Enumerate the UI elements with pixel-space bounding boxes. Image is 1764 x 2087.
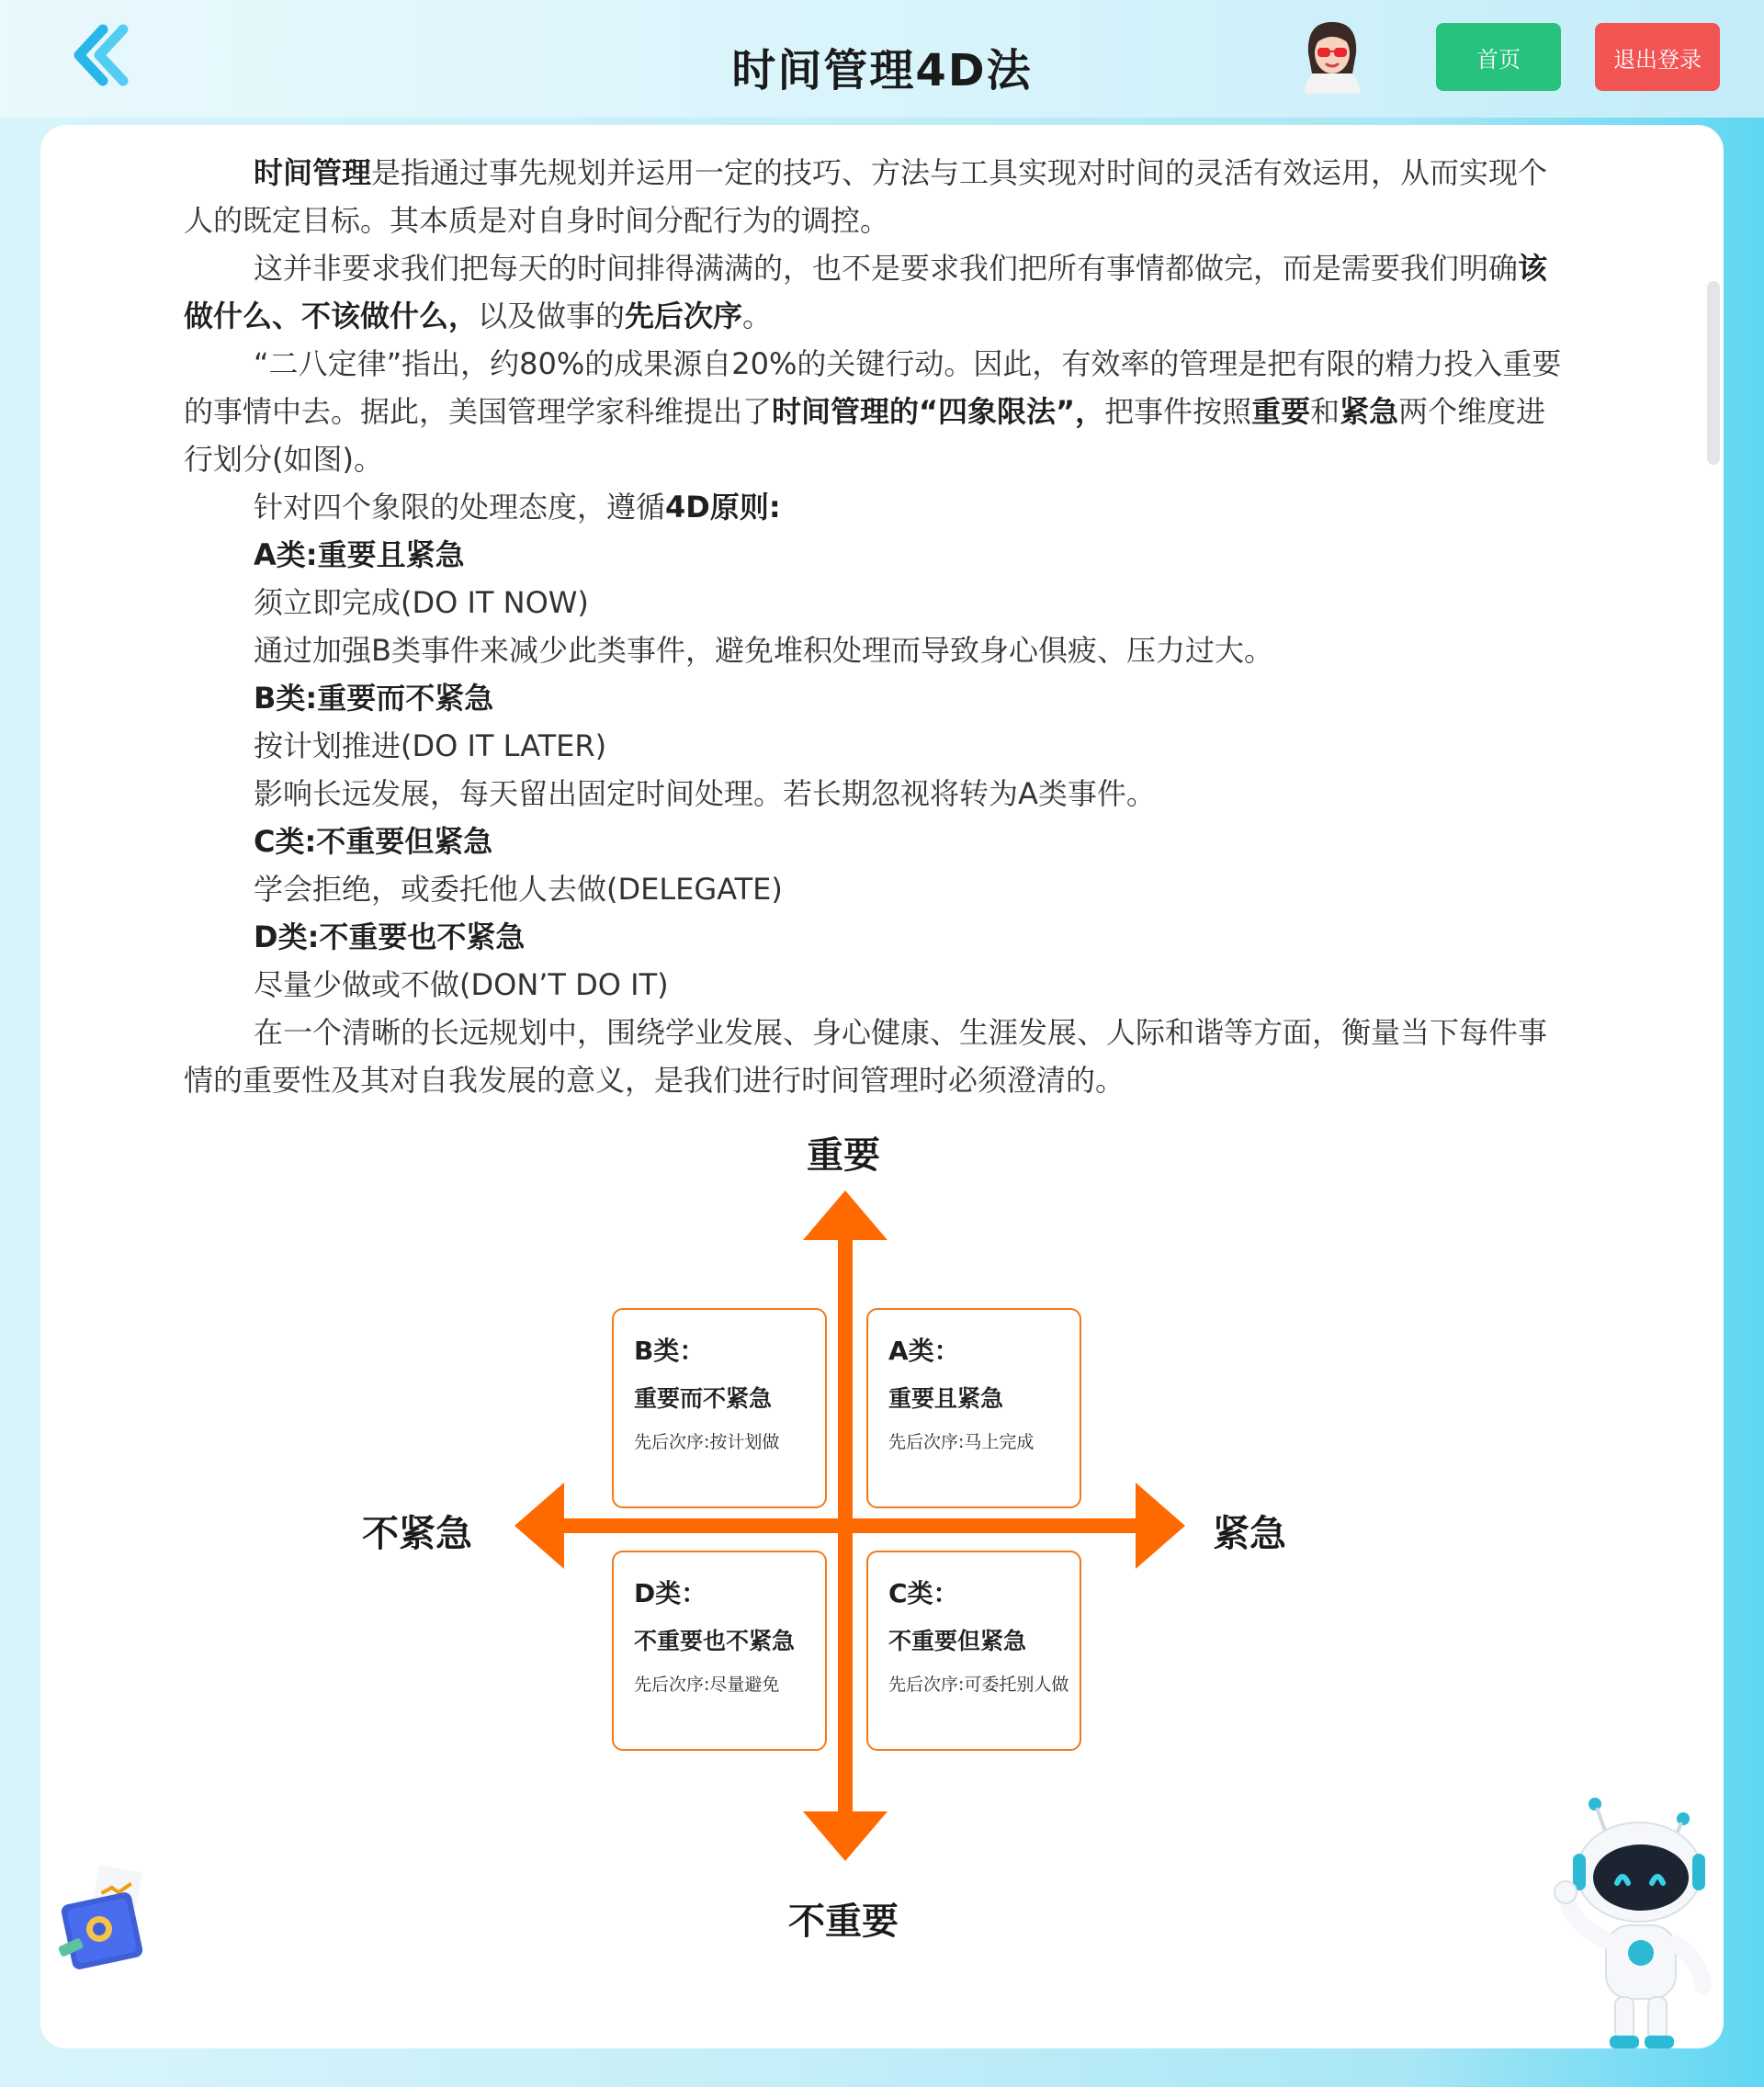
paragraph-intro	[184, 149, 1571, 244]
paragraph-conclusion: 在一个清晰的长远规划中，围绕学业发展、身心健康、生涯发展、人际和谐等方面，衡量当下每件事情的重要性及其对自我发展的意义，是我们进行时间管理时必须澄清的。	[184, 1015, 1548, 1098]
passport-book-illustration-icon	[59, 1863, 158, 1971]
axis-label-not-urgent: 不紧急	[362, 1513, 472, 1555]
paragraph-pareto	[184, 340, 1571, 483]
purpose-bold-what: 该做什么、不该做什么，	[184, 251, 1548, 333]
category-b-title	[184, 674, 1571, 722]
pareto-bold-urgent: 紧急	[1340, 394, 1399, 429]
purpose-bold-order: 先后次序	[625, 299, 743, 333]
category-c-line1: 学会拒绝，或委托他人去做(DELEGATE)	[254, 872, 783, 907]
pareto-text-3: 和	[1310, 394, 1340, 429]
quadrant-a-subtitle: 重要且紧急	[888, 1385, 1004, 1412]
category-a-line1: 须立即完成(DO IT NOW)	[254, 585, 589, 620]
intro-text: 是指通过事先规划并运用一定的技巧、方法与工具实现对时间的灵活有效运用，从而实现个人的既定目标。其本质是对自身时间分配行为的调控。	[184, 155, 1548, 238]
quadrant-d-order: 先后次序:尽量避免	[634, 1675, 780, 1695]
pareto-bold-important: 重要	[1251, 394, 1311, 429]
quadrant-b-order: 先后次序:按计划做	[634, 1432, 780, 1452]
scrollbar-thumb[interactable]	[1707, 281, 1720, 465]
home-button[interactable]: 首页	[1436, 23, 1561, 91]
pareto-bold-quadrant: 时间管理的“四象限法”，	[772, 394, 1105, 429]
logout-button[interactable]: 退出登录	[1595, 23, 1720, 91]
purpose-text: 这并非要求我们把每天的时间排得满满的，也不是要求我们把所有事情都做完，而是需要我们明确	[254, 251, 1519, 286]
term-time-management: 时间管理	[254, 155, 372, 190]
axis-label-important: 重要	[807, 1134, 880, 1177]
quadrant-c-order: 先后次序:可委托别人做	[888, 1675, 1069, 1695]
quadrant-b-title: B类：	[634, 1336, 706, 1366]
axis-label-urgent: 紧急	[1213, 1513, 1286, 1555]
principle-bold: 4D原则:	[665, 490, 781, 525]
user-avatar[interactable]	[1297, 17, 1367, 94]
quadrant-a-title: A类：	[888, 1336, 960, 1366]
category-a-title	[184, 531, 1571, 579]
principle-text: 针对四个象限的处理态度，遵循	[254, 490, 666, 525]
page-title: 时间管理4D法	[731, 45, 1033, 96]
category-b-line1: 按计划推进(DO IT LATER)	[254, 728, 607, 763]
article-body	[184, 149, 1571, 1104]
paragraph-purpose	[184, 244, 1571, 340]
purpose-end: 。	[742, 299, 773, 333]
category-c-title	[184, 818, 1571, 865]
category-a-title-text: A类:重要且紧急	[254, 537, 465, 572]
category-b-line2: 影响长远发展，每天留出固定时间处理。若长期忽视将转为A类事件。	[254, 776, 1156, 811]
pareto-text-2: 把事件按照	[1104, 394, 1252, 429]
category-d-line1: 尽量少做或不做(DON’T DO IT)	[254, 967, 669, 1002]
pareto-text: “二八定律”指出，约80%的成果源自20%的关键行动。因此，有效率的管理是把有限的精力投入重要的事情中去。据此，美国管理学家科维提出了	[184, 346, 1562, 429]
quadrant-a-order: 先后次序:马上完成	[888, 1432, 1035, 1452]
paragraph-4d-principle	[184, 483, 1571, 531]
category-d-title	[184, 913, 1571, 961]
category-d-title-text: D类:不重要也不紧急	[254, 919, 526, 954]
pareto-text-4: 两个维度进行划分(如图)。	[184, 394, 1546, 477]
axis-label-not-important: 不重要	[788, 1901, 899, 1943]
robot-mascot-illustration-icon	[1545, 1797, 1716, 2050]
category-c-title-text: C类:不重要但紧急	[254, 824, 493, 859]
quadrant-d-title: D类：	[634, 1578, 707, 1608]
purpose-text-2: 以及做事的	[478, 299, 626, 333]
category-a-line2: 通过加强B类事件来减少此类事件，避免堆积处理而导致身心俱疲、压力过大。	[254, 633, 1273, 668]
quadrant-b-subtitle: 重要而不紧急	[634, 1385, 773, 1412]
category-b-title-text: B类:重要而不紧急	[254, 681, 494, 716]
quadrant-c-title: C类：	[888, 1578, 959, 1608]
quadrant-d-subtitle: 不重要也不紧急	[634, 1628, 796, 1654]
quadrant-c-subtitle: 不重要但紧急	[888, 1628, 1027, 1654]
